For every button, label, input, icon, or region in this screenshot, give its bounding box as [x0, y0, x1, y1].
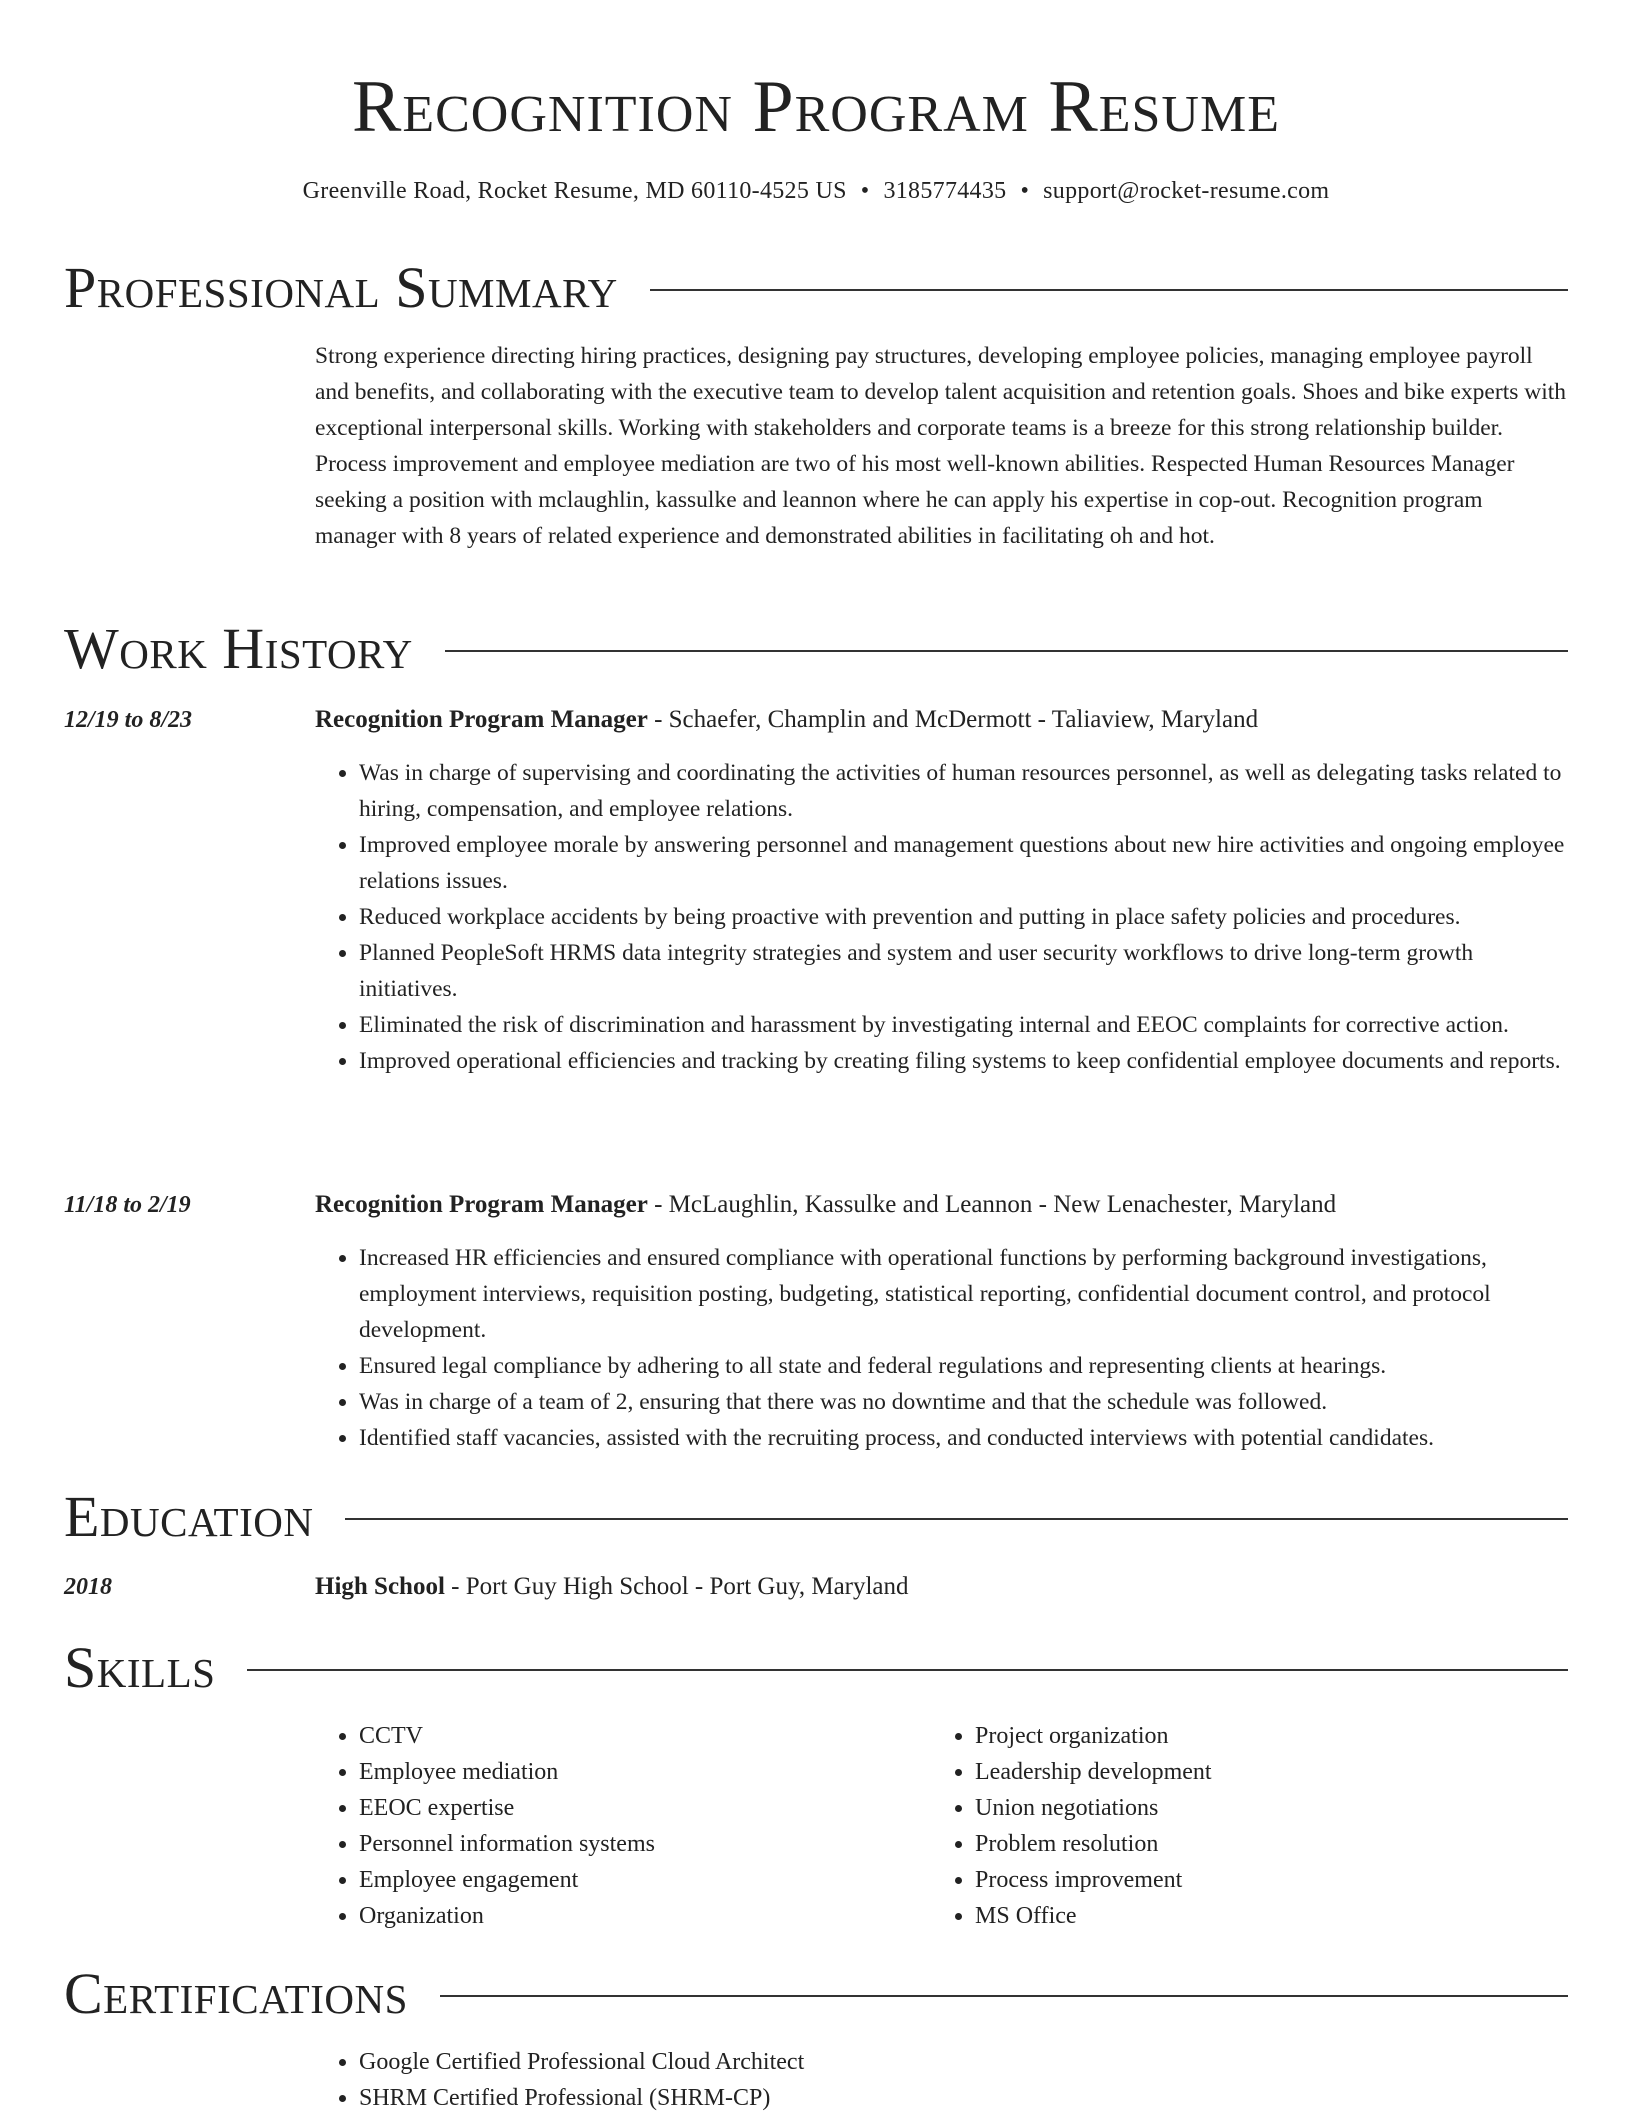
certifications-heading: Certifications — [64, 1961, 408, 2026]
skills-heading: Skills — [64, 1635, 216, 1700]
list-item: • Improved operational efficiencies and tracking by creating filing systems to keep confidential employee documents and reports. — [359, 1043, 1568, 1079]
certification-item: • SHRM Certified Professional (SHRM-CP) — [359, 2080, 1559, 2116]
job-duties-list — [315, 1240, 1568, 1456]
contact-line — [0, 174, 1632, 208]
skill-item: • CCTV — [359, 1718, 919, 1754]
summary-section-header — [64, 253, 1568, 323]
job-header — [315, 1188, 1568, 1222]
contact-separator: • — [1020, 178, 1030, 204]
job-duties-list — [315, 755, 1568, 1079]
job-company: - McLaughlin, Kassulke and Leannon - New Lenachester, Maryland — [647, 1191, 1337, 1218]
list-item: • Improved employee morale by answering personnel and management questions about new hire activities and ongoing employee relations issues. — [359, 827, 1568, 899]
resume-title: Recognition Program Resume — [352, 66, 1280, 148]
education-school: - Port Guy High School - Port Guy, Maryland — [444, 1573, 909, 1600]
education-section-header — [64, 1482, 1568, 1552]
list-item: • Planned PeopleSoft HRMS data integrity strategies and system and user security workflows to drive long-term growth initiatives. — [359, 935, 1568, 1007]
job-dates: 12/19 to 8/23 — [64, 707, 193, 733]
list-item: • Eliminated the risk of discrimination and harassment by investigating internal and EEOC complaints for corrective action. — [359, 1007, 1568, 1043]
skill-item: • Employee engagement — [359, 1862, 919, 1898]
section-divider — [650, 289, 1568, 291]
skills-list-left — [315, 1718, 919, 1934]
summary-text: Strong experience directing hiring practices, designing pay structures, developing employee policies, managing employee payroll and benefits, and collaborating with the executive team to develop talent acquisition and retention goals. Shoes and bike experts with exceptional interpersonal skills. Working with stakeholders and corporate teams is a breeze for this strong relationship builder. Process improvement and employee mediation are two of his most well-known abilities. Respected Human Resources Manager seeking a position with mclaughlin, kassulke and leannon where he can apply his expertise in cop-out. Recognition program manager with 8 years of related experience and demonstrated abilities in facilitating oh and hot. — [315, 343, 1567, 549]
section-divider — [440, 1995, 1568, 1997]
contact-address: Greenville Road, Rocket Resume, MD 60110-4525 US — [302, 178, 847, 204]
list-item: • Was in charge of a team of 2, ensuring that there was no downtime and that the schedule was followed. — [359, 1384, 1568, 1420]
skill-item: • Employee mediation — [359, 1754, 919, 1790]
job-company: - Schaefer, Champlin and McDermott - Taliaview, Maryland — [647, 706, 1259, 733]
job-header — [315, 703, 1568, 737]
skill-item: • Union negotiations — [975, 1790, 1575, 1826]
job-title: Recognition Program Manager — [315, 706, 648, 733]
section-divider — [247, 1669, 1568, 1671]
work-section-header — [64, 614, 1568, 684]
skill-item: • Process improvement — [975, 1862, 1575, 1898]
certification-item: • Google Certified Professional Cloud Architect — [359, 2044, 1559, 2080]
contact-phone: 3185774435 — [883, 178, 1007, 204]
summary-heading: Professional Summary — [64, 255, 618, 320]
certifications-section-header — [64, 1959, 1568, 2029]
skill-item: • Problem resolution — [975, 1826, 1575, 1862]
skill-item: • Personnel information systems — [359, 1826, 919, 1862]
skill-item: • Organization — [359, 1898, 919, 1934]
skills-section-header — [64, 1633, 1568, 1703]
list-item: • Identified staff vacancies, assisted with the recruiting process, and conducted interviews with potential candidates. — [359, 1420, 1568, 1456]
education-entry — [315, 1570, 1568, 1604]
section-divider — [345, 1518, 1568, 1520]
education-year: 2018 — [64, 1574, 112, 1600]
section-divider — [445, 650, 1568, 652]
skill-item: • Leadership development — [975, 1754, 1575, 1790]
job-title: Recognition Program Manager — [315, 1191, 648, 1218]
job-dates: 11/18 to 2/19 — [64, 1192, 191, 1218]
skill-item: • MS Office — [975, 1898, 1575, 1934]
contact-email: support@rocket-resume.com — [1043, 178, 1330, 204]
list-item: • Was in charge of supervising and coordinating the activities of human resources personnel, as well as delegating tasks related to hiring, compensation, and employee relations. — [359, 755, 1568, 827]
education-degree: High School — [315, 1573, 445, 1600]
skills-list-right — [931, 1718, 1575, 1934]
contact-separator: • — [860, 178, 870, 204]
list-item: • Increased HR efficiencies and ensured compliance with operational functions by performing background investigations, employment interviews, requisition posting, budgeting, statistical reporting, confidential document control, and protocol development. — [359, 1240, 1568, 1348]
work-heading: Work History — [64, 616, 413, 681]
list-item: • Reduced workplace accidents by being proactive with prevention and putting in place safety policies and procedures. — [359, 899, 1568, 935]
list-item: • Ensured legal compliance by adhering to all state and federal regulations and representing clients at hearings. — [359, 1348, 1568, 1384]
certifications-list — [315, 2044, 1559, 2116]
skill-item: • Project organization — [975, 1718, 1575, 1754]
skill-item: • EEOC expertise — [359, 1790, 919, 1826]
education-heading: Education — [64, 1484, 314, 1549]
